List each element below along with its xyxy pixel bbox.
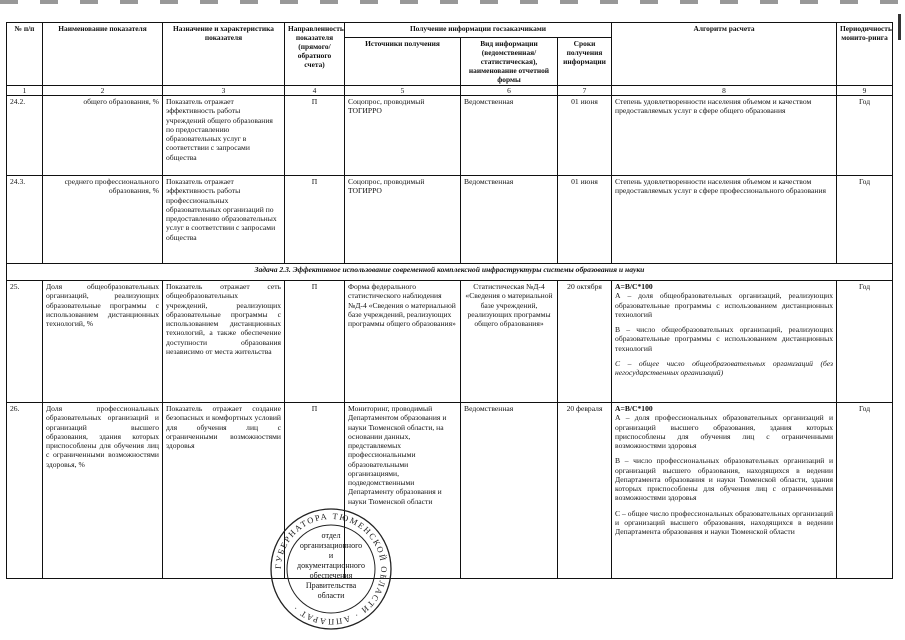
indicators-table	[6, 22, 893, 579]
row-name: Доля общеобразовательных организаций, реализующих образовательные программы с использованием дистанционных технологий, %	[43, 281, 163, 403]
header-direction: Направленность показателя (прямого/обратного счета)	[285, 23, 345, 86]
algo-a: А – доля общеобразовательных организаций, реализующих образовательные программы с использованием дистанционных технологий	[615, 291, 834, 319]
algo-c: С – общее число профессиональных образовательных организаций и организаций высшего образования, находящихся в ведении Департамента образования и науки Тюменской области	[615, 508, 834, 537]
row-algo	[612, 403, 837, 579]
row-term: 01 июня	[558, 176, 612, 264]
row-term: 20 февраля	[558, 403, 612, 579]
header-source: Источники получения	[345, 38, 461, 86]
column-number: 2	[43, 86, 163, 96]
svg-text:обеспечения: обеспечения	[309, 571, 353, 580]
row-algo: Степень удовлетворенности населения объемом и качеством предоставляемых услуг в сфере общего образования	[612, 96, 837, 176]
header-kind: Вид информации (ведомственная/ статистическая), наименование отчетной формы	[461, 38, 558, 86]
table-row	[7, 403, 893, 579]
row-num: 25.	[7, 281, 43, 403]
column-number: 6	[461, 86, 558, 96]
row-term: 01 июня	[558, 96, 612, 176]
header-term: Сроки получения информации	[558, 38, 612, 86]
row-period: Год	[837, 176, 893, 264]
row-term: 20 октября	[558, 281, 612, 403]
svg-text:Правительства: Правительства	[305, 581, 357, 590]
row-algo: Степень удовлетворенности населения объемом и качеством предоставляемых услуг в сфере профессионального образования	[612, 176, 837, 264]
row-purpose: Показатель отражает сеть общеобразовательных учреждений, реализующих образовательные программы с использованием дистанционных технологий, а также обеспечение доступности образования независимо от места жительства	[163, 281, 285, 403]
row-name: среднего профессионального образования, %	[43, 176, 163, 264]
row-source: Мониторинг, проводимый Департаментом образования и науки Тюменской области, на основании данных, представляемых профессиональными образовательными организациями, подведомственными Департаменту образования и науки Тюменской области	[345, 403, 461, 579]
svg-text:области: области	[317, 591, 345, 600]
header-name: Наименование показателя	[43, 23, 163, 86]
svg-text:и: и	[328, 551, 334, 560]
column-number: 9	[837, 86, 893, 96]
header-group: Получение информации госзаказчиками	[345, 23, 612, 38]
column-number: 4	[285, 86, 345, 96]
scan-border-artifact	[0, 0, 905, 4]
row-purpose: Показатель отражает эффективность работы профессиональных образовательных организаций по предоставлению образовательных услуг в соответствии с запросами общества	[163, 176, 285, 264]
algo-c: С – общее число общеобразовательных организаций (без негосударственных организаций)	[615, 358, 834, 378]
column-numbers-row	[7, 86, 893, 96]
row-source: Соцопрос, проводимый ТОГИРРО	[345, 96, 461, 176]
column-number: 3	[163, 86, 285, 96]
row-direction: П	[285, 403, 345, 579]
stamp-center-text	[297, 531, 365, 600]
task-title: Задача 2.3. Эффективное использование современной комплексной инфраструктуры системы образования и науки	[7, 264, 893, 281]
algo-b: В – число профессиональных образовательных организаций и организаций высшего образования, находящихся в ведении Департамента образования и науки Тюменской области, здания которых приспособлены для обучения лиц с ограниченными возможностями здоровья	[615, 456, 834, 503]
svg-text:отдел: отдел	[321, 531, 341, 540]
column-number: 7	[558, 86, 612, 96]
row-name: Доля профессиональных образовательных организаций и организаций высшего образования, здания которых приспособлены для обучения лиц с ограниченными возможностями здоровья, %	[43, 403, 163, 579]
column-number: 1	[7, 86, 43, 96]
formula: А=В/С*100	[615, 404, 653, 414]
header-period: Периодичность монито-ринга	[837, 23, 893, 86]
row-purpose: Показатель отражает создание безопасных и комфортных условий для обучения лиц с ограниченными возможностями здоровья	[163, 403, 285, 579]
formula: А=В/С*100	[615, 282, 653, 292]
header-num: № п/п	[7, 23, 43, 86]
row-algo	[612, 281, 837, 403]
row-direction: П	[285, 176, 345, 264]
row-kind: Ведомственная	[461, 96, 558, 176]
table-row	[7, 176, 893, 264]
scan-edge-mark	[898, 14, 901, 40]
header-row	[7, 23, 893, 38]
row-num: 24.2.	[7, 96, 43, 176]
stamp-ring-text: ГУБЕРНАТОРА ТЮМЕНСКОЙ ОБЛАСТИ · АППАРАТ ·	[272, 510, 390, 628]
row-num: 24.3.	[7, 176, 43, 264]
task-row	[7, 264, 893, 281]
row-kind: Ведомственная	[461, 176, 558, 264]
row-period: Год	[837, 403, 893, 579]
row-num: 26.	[7, 403, 43, 579]
row-purpose: Показатель отражает эффективность работы учреждений общего образования по предоставлению образовательных услуг в соответствии с запросами общества	[163, 96, 285, 176]
table-row	[7, 96, 893, 176]
header-purpose: Назначение и характеристика показателя	[163, 23, 285, 86]
row-kind: Ведомственная	[461, 403, 558, 579]
algo-a: А – доля профессиональных образовательных организаций и организаций высшего образования, здания которых приспособлены для обучения лиц с ограниченными возможностями здоровья	[615, 413, 834, 451]
row-name: общего образования, %	[43, 96, 163, 176]
svg-text:организационного: организационного	[299, 541, 363, 550]
column-number: 5	[345, 86, 461, 96]
svg-text:документационного: документационного	[297, 561, 365, 570]
row-period: Год	[837, 96, 893, 176]
column-number: 8	[612, 86, 837, 96]
row-source: Соцопрос, проводимый ТОГИРРО	[345, 176, 461, 264]
header-algo: Алгоритм расчета	[612, 23, 837, 86]
row-source: Форма федерального статистического наблюдения №Д-4 «Сведения о материальной базе учреждений, реализующих программы общего образования»	[345, 281, 461, 403]
official-seal-stamp	[268, 506, 394, 632]
row-period: Год	[837, 281, 893, 403]
row-direction: П	[285, 96, 345, 176]
table-row	[7, 281, 893, 403]
row-kind: Статистическая №Д-4 «Сведения о материальной базе учреждений, реализующих программы общего образования»	[461, 281, 558, 403]
algo-b: В – число общеобразовательных организаций, реализующих образовательные программы с использованием дистанционных технологий	[615, 325, 834, 353]
row-direction: П	[285, 281, 345, 403]
